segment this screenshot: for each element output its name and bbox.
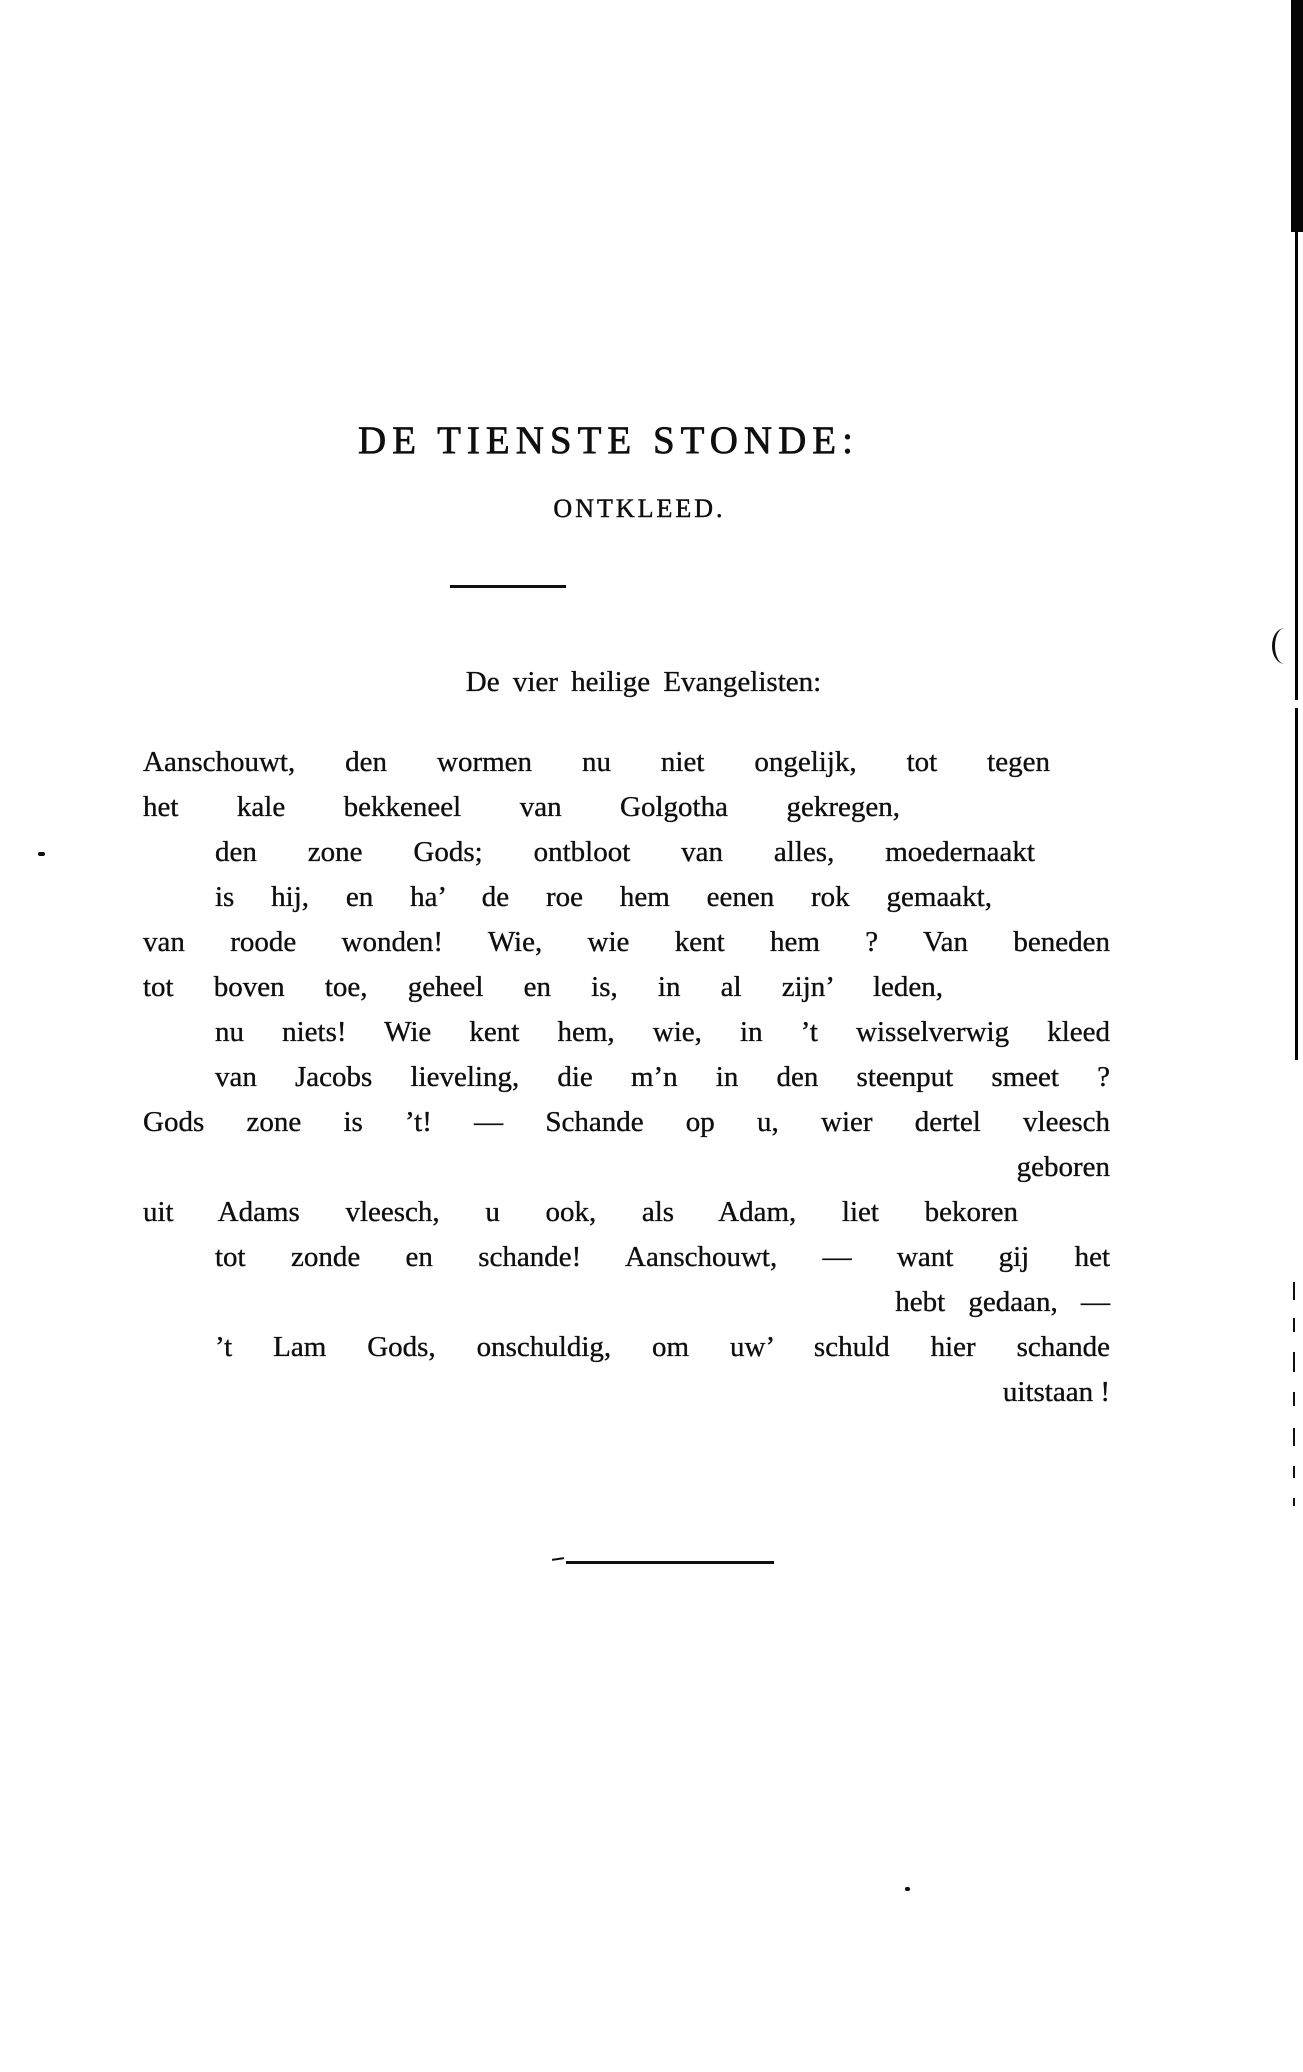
scan-dash-mark xyxy=(1293,1466,1295,1478)
poem-line: van roode wonden! Wie, wie kent hem ? Van beneden xyxy=(143,926,1110,958)
scan-dash-mark xyxy=(1293,1498,1295,1506)
poem-line: ’t Lam Gods, onschuldig, om uw’ schuld hier schande xyxy=(215,1331,1110,1363)
section-subtitle: ONTKLEED. xyxy=(553,494,726,523)
poem-line: uit Adams vleesch, u ook, als Adam, liet bekoren xyxy=(143,1196,1018,1228)
scan-edge-line-gap xyxy=(1293,700,1299,708)
scan-dash-mark xyxy=(1293,1318,1295,1332)
poem-line: uitstaan ! xyxy=(1002,1376,1110,1408)
poem-line: is hij, en ha’ de roe hem eenen rok gemaakt, xyxy=(215,881,992,913)
poem-line: Gods zone is ’t! — Schande op u, wier dertel vleesch xyxy=(143,1106,1110,1138)
poem-line: nu niets! Wie kent hem, wie, in ’t wisselverwig kleed xyxy=(215,1016,1110,1048)
scan-paren-mark xyxy=(1272,628,1286,664)
poem-line: hebt gedaan, — xyxy=(895,1286,1110,1318)
page-title: DE TIENSTE STONDE: xyxy=(358,419,859,462)
dedication-line: De vier heilige Evangelisten: xyxy=(465,666,822,698)
poem xyxy=(143,740,1110,1415)
scan-edge-bar xyxy=(1291,0,1303,232)
divider-rule-bottom xyxy=(566,1561,774,1564)
poem-line: Aanschouwt, den wormen nu niet ongelijk, tot tegen xyxy=(143,746,1050,778)
poem-line: geboren xyxy=(1016,1151,1110,1183)
scan-dash-mark xyxy=(1293,1282,1295,1300)
scan-dash-mark xyxy=(1293,1392,1295,1406)
divider-rule-top xyxy=(450,585,566,588)
poem-line: tot zonde en schande! Aanschouwt, — want gij het xyxy=(215,1241,1110,1273)
scan-edge-line xyxy=(1295,232,1298,1060)
poem-line: tot boven toe, geheel en is, in al zijn’ leden, xyxy=(143,971,943,1003)
scan-speck xyxy=(905,1887,910,1891)
scan-dash-mark xyxy=(1293,1352,1295,1372)
scan-speck xyxy=(38,852,45,856)
poem-line: van Jacobs lieveling, die m’n in den steenput smeet ? xyxy=(215,1061,1110,1093)
poem-line: het kale bekkeneel van Golgotha gekregen, xyxy=(143,791,900,823)
poem-line: den zone Gods; ontbloot van alles, moedernaakt xyxy=(215,836,1035,868)
scan-dash-mark xyxy=(1293,1428,1295,1446)
